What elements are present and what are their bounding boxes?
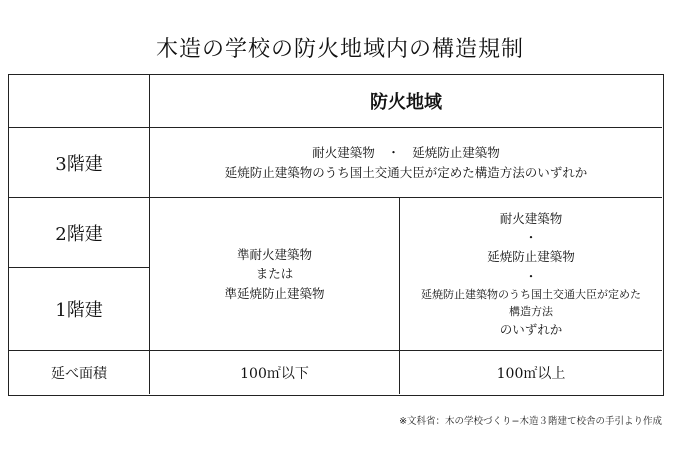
- low-rise-large-area-cell: [399, 197, 662, 350]
- low-large-line1: 耐火建築物: [499, 210, 563, 226]
- low-large-line4: 構造方法: [509, 305, 553, 319]
- floor3-requirement-cell: [149, 127, 662, 197]
- low-large-line3: 延焼防止建築物のうち国土交通大臣が定めた: [421, 288, 641, 302]
- floor3-requirement-line2: 延焼防止建築物のうち国土交通大臣が定めた構造方法のいずれか: [224, 164, 588, 180]
- area-small-cell: 100㎡以下: [149, 350, 399, 394]
- row-label-1-floor: 1階建: [9, 267, 149, 350]
- header-fire-zone: 防火地域: [149, 75, 662, 127]
- regulation-table: [8, 74, 664, 396]
- header-corner-cell: [9, 75, 149, 127]
- low-large-dot1: ・: [524, 229, 538, 245]
- row-label-floor-area: 延べ面積: [9, 350, 149, 394]
- floor3-requirement-line1: 耐火建築物 ・ 延焼防止建築物: [312, 145, 500, 161]
- low-rise-small-area-cell: [149, 197, 399, 350]
- row-label-2-floors: 2階建: [9, 197, 149, 267]
- low-small-line2: または: [255, 266, 294, 282]
- page-title: 木造の学校の防火地域内の構造規制: [155, 37, 524, 62]
- low-large-line2: 延焼防止建築物: [487, 249, 575, 265]
- low-large-dot2: ・: [524, 268, 538, 284]
- low-large-line5: のいずれか: [499, 322, 563, 338]
- source-note: ※文科省：木の学校づくり−木造３階建て校舎の手引より作成: [399, 416, 662, 427]
- area-large-cell: 100㎡以上: [399, 350, 662, 394]
- low-small-line1: 準耐火建築物: [236, 246, 312, 262]
- low-small-line3: 準延焼防止建築物: [224, 285, 325, 301]
- row-label-3-floors: 3階建: [9, 127, 149, 197]
